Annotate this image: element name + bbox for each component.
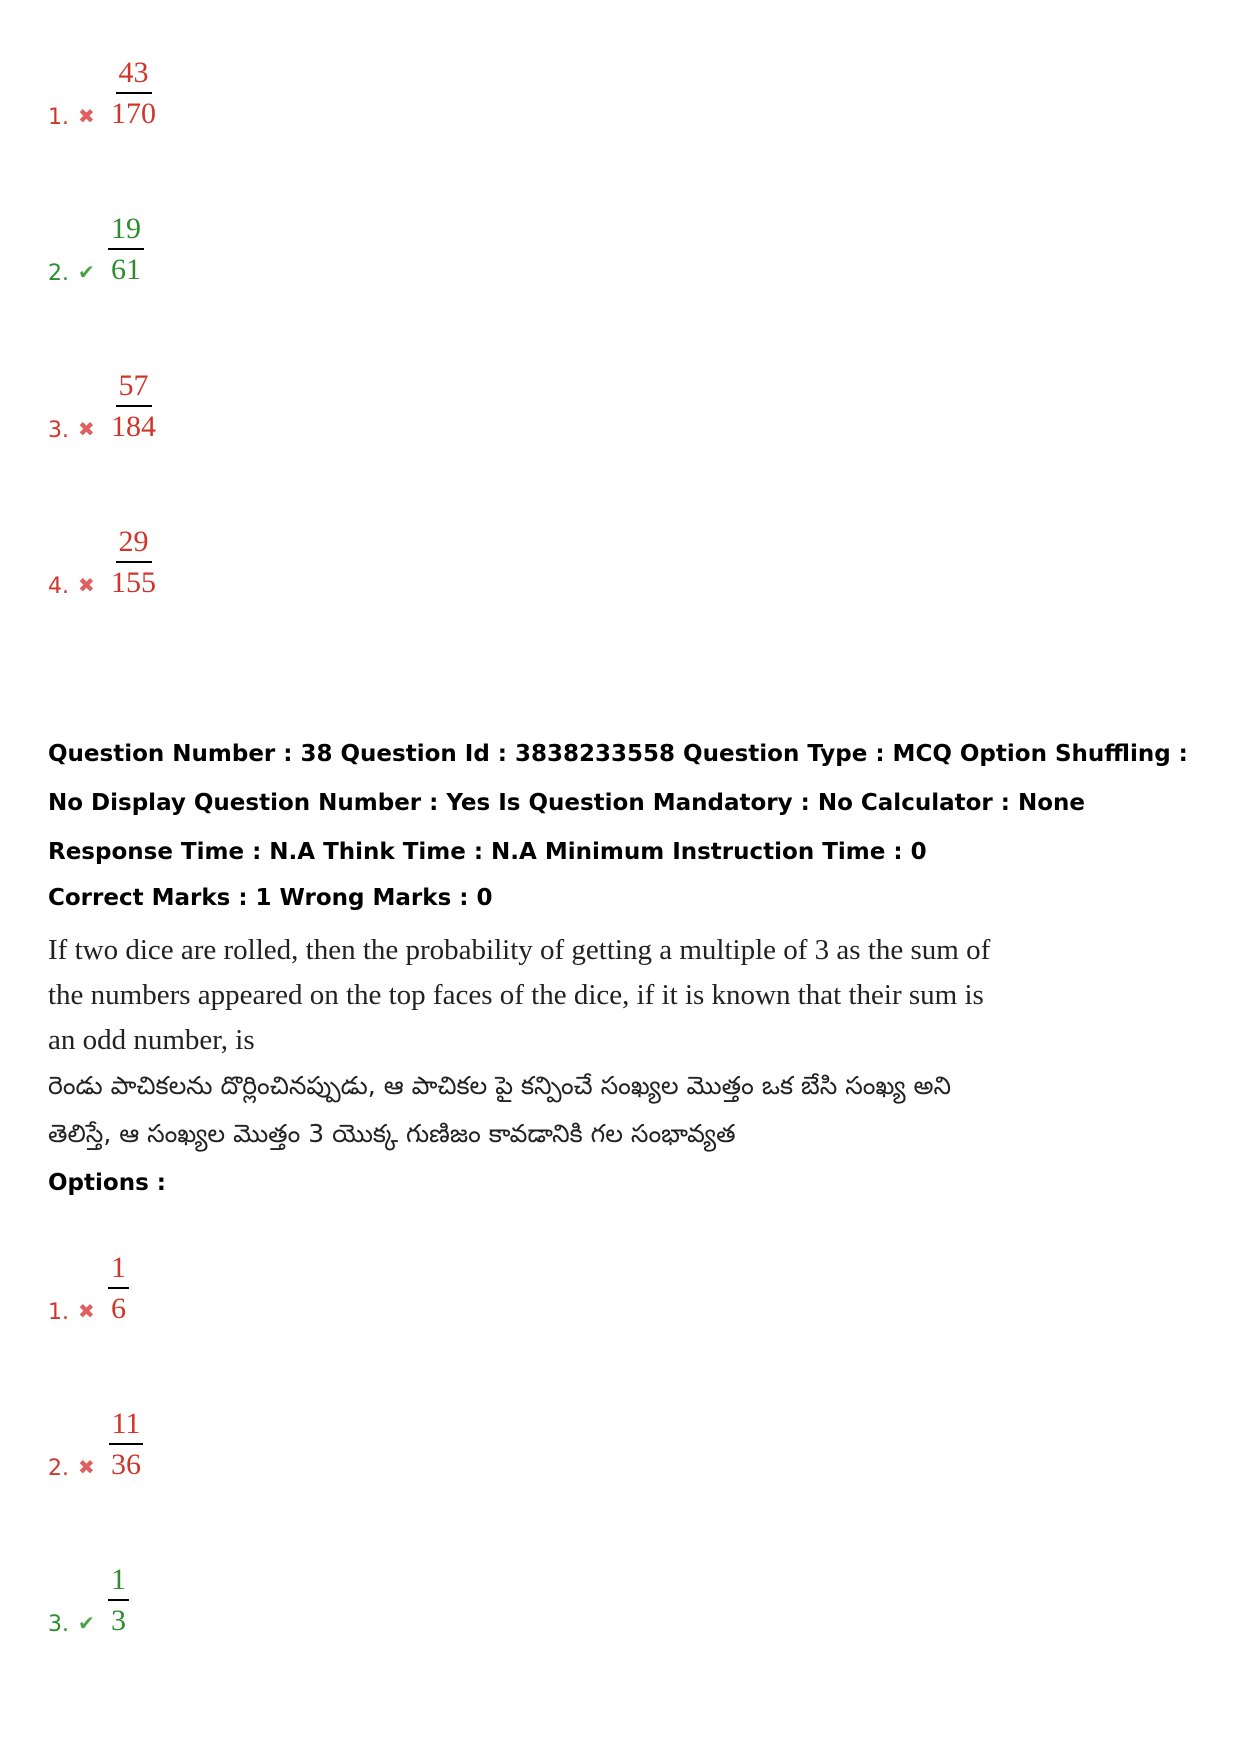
question-text-telugu: రెండు పాచికలను దొర్లించినప్పుడు, ఆ పాచికల పై కన్పించే సంఖ్యల మొత్తం ఒక బేసి సంఖ్య అని తెలిస్తే, ఆ సంఖ్యల మొత్తం 3 యొక్క గుణిజం కావడానికి గల సంభావ్యత	[48, 1071, 952, 1148]
correct-check-icon: ✔	[78, 260, 95, 284]
question-marks: Correct Marks : 1 Wrong Marks : 0	[48, 885, 493, 911]
wrong-x-icon: ✖	[78, 104, 95, 128]
correct-check-icon: ✔	[78, 1611, 95, 1635]
prev-option-3	[48, 343, 448, 443]
numerator: 11	[109, 1407, 144, 1445]
numerator: 43	[116, 56, 152, 94]
numerator: 1	[108, 1563, 129, 1601]
numerator: 19	[108, 212, 144, 250]
fraction	[108, 1563, 129, 1637]
question-text-english: If two dice are rolled, then the probability of getting a multiple of 3 as the sum of the numbers appeared on the top faces of the dice, if it is known that their sum is an odd number, is	[48, 934, 991, 1056]
wrong-x-icon: ✖	[78, 573, 95, 597]
option-number: 2.	[48, 1456, 69, 1481]
fraction	[108, 56, 159, 130]
option-1	[48, 1225, 448, 1325]
fraction	[108, 212, 144, 286]
denominator: 36	[111, 1448, 141, 1481]
option-number: 4.	[48, 574, 69, 599]
denominator: 184	[111, 410, 156, 443]
question-meta: Question Number : 38 Question Id : 3838233558 Question Type : MCQ Option Shuffling : No Display Question Number : Yes Is Question Mandatory : No Calculator : None Response Time : N.A Think Time : N.A Minimum Instruction Time : 0	[48, 741, 1188, 865]
fraction	[108, 369, 159, 443]
wrong-x-icon: ✖	[78, 1455, 95, 1479]
option-2	[48, 1381, 448, 1481]
denominator: 61	[111, 253, 141, 286]
denominator: 3	[111, 1604, 126, 1637]
option-number: 1.	[48, 1300, 69, 1325]
denominator: 6	[111, 1292, 126, 1325]
wrong-x-icon: ✖	[78, 417, 95, 441]
option-number: 2.	[48, 261, 69, 286]
option-number: 3.	[48, 418, 69, 443]
option-number: 3.	[48, 1612, 69, 1637]
fraction	[108, 1251, 129, 1325]
prev-option-4	[48, 499, 448, 599]
numerator: 29	[116, 525, 152, 563]
option-number: 1.	[48, 105, 69, 130]
prev-option-2	[48, 186, 448, 286]
fraction	[108, 525, 159, 599]
fraction	[108, 1407, 144, 1481]
denominator: 170	[111, 97, 156, 130]
denominator: 155	[111, 566, 156, 599]
wrong-x-icon: ✖	[78, 1299, 95, 1323]
numerator: 1	[108, 1251, 129, 1289]
options-label: Options :	[48, 1170, 166, 1196]
option-3	[48, 1537, 448, 1637]
numerator: 57	[116, 369, 152, 407]
prev-option-1	[48, 30, 448, 130]
